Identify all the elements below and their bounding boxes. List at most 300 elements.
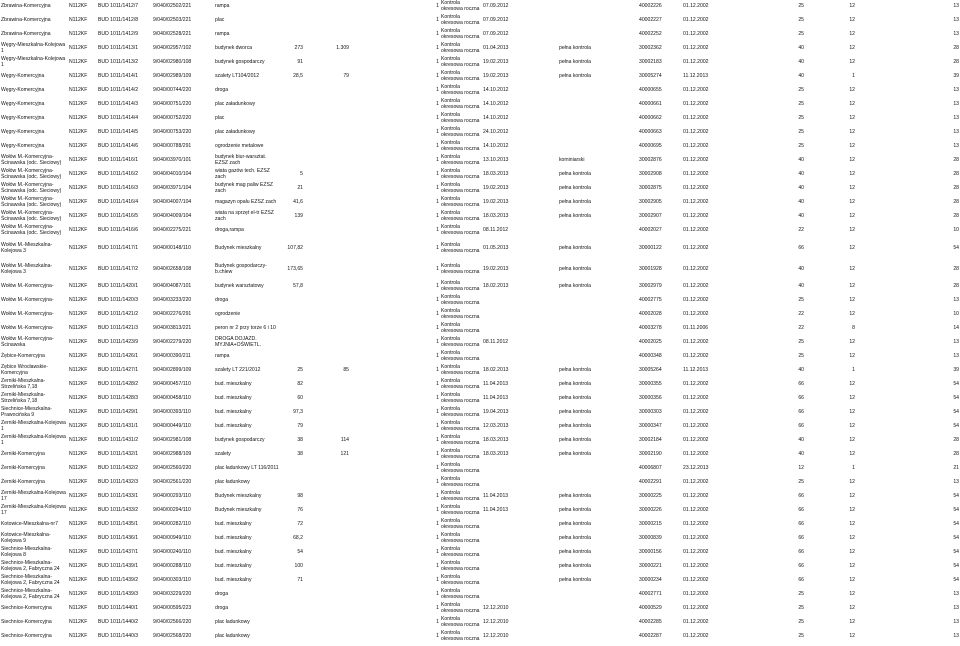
- cell-object-name: droga: [215, 605, 229, 612]
- cell-location: Zbrawina-Komercyjna: [1, 3, 51, 10]
- cell-inspection-type: Kontrola okresowa roczna: [441, 112, 480, 124]
- cell-object-name: bud. mieszkalny: [215, 395, 252, 402]
- cell-area: [280, 602, 304, 616]
- cell-quantity: 1: [436, 465, 439, 472]
- cell-extra: [350, 280, 394, 294]
- cell-object-name: bud. mieszkalny: [215, 409, 252, 416]
- cell-inspection-type: Kontrola okresowa roczna: [441, 602, 480, 614]
- cell-remaining: 54: [953, 507, 959, 514]
- cell-inspection-date: 18.03.2013: [483, 437, 509, 444]
- cell-blank: [526, 406, 558, 420]
- cell-extra: [350, 84, 394, 98]
- cell-area: [280, 336, 304, 350]
- cell-extra: [350, 602, 394, 616]
- cell-volume: [304, 259, 350, 280]
- cell-object-name: bud. mieszkalny: [215, 563, 252, 570]
- cell-quantity: 1: [436, 297, 439, 304]
- cell-quantity: 1: [436, 409, 439, 416]
- cell-months: 12: [849, 521, 855, 528]
- cell-inspection-type: Kontrola okresowa roczna: [441, 224, 480, 236]
- cell-asset-number: 40002226: [639, 3, 662, 10]
- cell-asset-number: 30002908: [639, 171, 662, 178]
- cell-quantity: 1: [436, 507, 439, 514]
- cell-quantity: 1: [436, 563, 439, 570]
- cell-object-name: Budynek mieszkalny: [215, 507, 262, 514]
- cell-bud-number: BUD 1011/1431/2: [98, 437, 139, 444]
- cell-bud-number: BUD 1011/1416/3: [98, 185, 139, 192]
- cell-start-date: 01.12.2002: [683, 437, 709, 444]
- cell-period: 66: [798, 244, 804, 251]
- cell-inspection-scope: [558, 322, 638, 336]
- cell-object-name: bud. mieszkalny: [215, 521, 252, 528]
- cell-area: [280, 630, 304, 644]
- table-row: [0, 42, 960, 56]
- cell-period: 25: [798, 129, 804, 136]
- cell-months: 12: [849, 577, 855, 584]
- cell-period: 66: [798, 409, 804, 416]
- cell-period: 66: [798, 535, 804, 542]
- cell-inventory-number: 9/040/03813/221: [153, 325, 192, 332]
- cell-blank: [526, 224, 558, 238]
- cell-inspection-date: 12.03.2013: [483, 423, 509, 430]
- cell-location: Wołów M.-Komercyjna-Ścinawska (odc. Sieciowy): [1, 182, 62, 194]
- cell-inspection-type: Kontrola okresowa roczna: [441, 560, 480, 572]
- cell-remaining: 28: [953, 451, 959, 458]
- cell-quantity: 1: [436, 619, 439, 626]
- cell-start-date: 01.12.2002: [683, 244, 709, 251]
- cell-object-name: bud. mieszkalny: [215, 381, 252, 388]
- cell-location: Wołów M.-Komercyjna-: [1, 325, 54, 332]
- cell-object-name: plac załadunkowy: [215, 101, 256, 108]
- cell-location: Żerniki-Mieszkalna-Kolejowa 1: [1, 420, 66, 432]
- cell-location: Wołów M.-Komercyjna-: [1, 283, 54, 290]
- cell-months: 12: [849, 3, 855, 10]
- cell-start-date: 01.12.2002: [683, 265, 709, 272]
- cell-location: Węgry-Mieszkalna-Kolejowa 1: [1, 42, 66, 54]
- cell-inventory-number: 9/040/00595/223: [153, 605, 192, 612]
- cell-object-name: szalety LT104/2012: [215, 73, 260, 80]
- cell-inspection-scope: pełna kontrola: [559, 213, 592, 220]
- cell-asset-number: 40000529: [639, 605, 662, 612]
- cell-remaining: 13: [953, 31, 959, 38]
- cell-bud-number: BUD 1011/1416/2: [98, 171, 139, 178]
- cell-object-name: ogrodzenie: [215, 311, 241, 318]
- cell-period: 25: [798, 591, 804, 598]
- cell-inventory-number: 9/040/02528/221: [153, 31, 192, 38]
- cell-inventory-number: 9/040/02560/220: [153, 465, 192, 472]
- cell-inspection-date: 19.02.2013: [483, 73, 509, 80]
- cell-area: [280, 0, 304, 14]
- cell-bud-number: BUD 1011/1440/3: [98, 633, 139, 640]
- cell-blank: [526, 630, 558, 644]
- cell-inspection-type: Kontrola okresowa roczna: [441, 210, 480, 222]
- cell-location: Siechnice-Komercyjna: [1, 605, 52, 612]
- cell-location: Wołów M.-Komercyjna-: [1, 311, 54, 318]
- cell-remaining: 13: [953, 17, 959, 24]
- cell-start-date: 01.12.2002: [683, 619, 709, 626]
- cell-extra: [350, 518, 394, 532]
- cell-period: 66: [798, 381, 804, 388]
- cell-code: N112KF: [69, 59, 88, 66]
- cell-blank: [526, 0, 558, 14]
- cell-blank: [526, 322, 558, 336]
- cell-inspection-scope: pełna kontrola: [559, 381, 592, 388]
- cell-inspection-date: 08.11.2012: [483, 227, 509, 234]
- cell-area: 76: [297, 507, 303, 514]
- cell-quantity: 1: [436, 591, 439, 598]
- cell-extra: [350, 154, 394, 168]
- cell-inspection-date: [482, 308, 526, 322]
- cell-volume: 121: [340, 451, 349, 458]
- cell-blank: [526, 112, 558, 126]
- cell-volume: [304, 196, 350, 210]
- cell-inventory-number: 9/040/02658/108: [153, 265, 192, 272]
- cell-period: 25: [798, 353, 804, 360]
- cell-bud-number: BUD 1011/1414/1: [98, 73, 139, 80]
- cell-remaining: 54: [953, 381, 959, 388]
- cell-quantity: 1: [436, 244, 439, 251]
- table-row: [0, 630, 960, 644]
- cell-inspection-type: Kontrola okresowa roczna: [441, 336, 480, 348]
- cell-location: Wołów M.-Mieszkalna-Kolejowa 3: [1, 262, 53, 275]
- cell-volume: [304, 336, 350, 350]
- cell-quantity: 1: [436, 213, 439, 220]
- cell-start-date: 01.12.2002: [683, 409, 709, 416]
- cell-remaining: 13: [953, 115, 959, 122]
- cell-extra: [350, 238, 394, 259]
- cell-blank: [526, 448, 558, 462]
- cell-remaining: 54: [953, 423, 959, 430]
- cell-inspection-scope: [558, 476, 638, 490]
- cell-extra: [350, 98, 394, 112]
- cell-code: N112KF: [69, 605, 88, 612]
- cell-object-name: budynek dworca: [215, 45, 253, 52]
- cell-area: 21: [297, 185, 303, 192]
- cell-months: 12: [849, 493, 855, 500]
- cell-location: Wołów M.-Komercyjna-Ścinawska (odc. Sieciowy): [1, 168, 62, 180]
- cell-volume: [304, 574, 350, 588]
- cell-extra: [350, 210, 394, 224]
- cell-object-name: budynek mag paliw EZSZ zach: [215, 182, 274, 194]
- cell-remaining: 10: [953, 227, 959, 234]
- cell-inspection-date: 01.05.2013: [483, 244, 509, 251]
- cell-area: [280, 462, 304, 476]
- cell-object-name: rampa: [215, 3, 230, 10]
- table-row: [0, 84, 960, 98]
- cell-inventory-number: 9/040/02279/220: [153, 339, 192, 346]
- cell-start-date: 01.12.2002: [683, 493, 709, 500]
- cell-location: Żerniki-Mieszkalna-Kolejowa 1: [1, 434, 66, 446]
- cell-extra: [350, 196, 394, 210]
- cell-start-date: 01.12.2002: [683, 101, 709, 108]
- cell-inventory-number: 9/040/04009/104: [153, 213, 192, 220]
- cell-months: 12: [849, 619, 855, 626]
- cell-quantity: 1: [436, 115, 439, 122]
- cell-remaining: 13: [953, 619, 959, 626]
- cell-blank: [526, 280, 558, 294]
- cell-start-date: 01.12.2002: [683, 353, 709, 360]
- table-row: [0, 504, 960, 518]
- cell-bud-number: BUD 1011/1413/2: [98, 59, 139, 66]
- cell-period: 25: [798, 101, 804, 108]
- cell-object-name: peron nr 2 przy torze 6 i 10: [215, 325, 276, 332]
- cell-months: 12: [849, 185, 855, 192]
- cell-period: 25: [798, 619, 804, 626]
- cell-start-date: 01.12.2002: [683, 563, 709, 570]
- cell-inventory-number: 9/040/02502/221: [153, 3, 192, 10]
- cell-inventory-number: 9/040/02989/109: [153, 73, 192, 80]
- cell-start-date: 01.12.2002: [683, 535, 709, 542]
- cell-blank: [526, 532, 558, 546]
- cell-extra: [350, 182, 394, 196]
- cell-location: Węgry-Komercyjna: [1, 143, 45, 150]
- cell-start-date: 01.12.2002: [683, 157, 709, 164]
- cell-inspection-type: Kontrola okresowa roczna: [441, 140, 480, 152]
- cell-start-date: 01.12.2002: [683, 227, 709, 234]
- cell-inspection-date: 14.10.2012: [483, 101, 509, 108]
- table-row: [0, 210, 960, 224]
- cell-months: 12: [849, 227, 855, 234]
- cell-inventory-number: 9/040/03970/101: [153, 157, 192, 164]
- cell-inspection-date: 12.12.2010: [483, 605, 509, 612]
- cell-months: 12: [849, 423, 855, 430]
- cell-code: N112KF: [69, 31, 88, 38]
- cell-inspection-date: 07.09.2012: [483, 3, 509, 10]
- cell-bud-number: BUD 1011/1413/1: [98, 45, 139, 52]
- cell-inspection-date: 18.03.2013: [483, 213, 509, 220]
- cell-period: 22: [798, 325, 804, 332]
- cell-extra: [350, 630, 394, 644]
- cell-inspection-scope: pełna kontrola: [559, 283, 592, 290]
- cell-code: N112KF: [69, 73, 88, 80]
- cell-volume: [304, 588, 350, 602]
- cell-start-date: 01.12.2002: [683, 59, 709, 66]
- cell-remaining: 54: [953, 395, 959, 402]
- cell-months: 12: [849, 535, 855, 542]
- cell-start-date: 11.12.2013: [683, 367, 709, 374]
- cell-inspection-type: Kontrola okresowa roczna: [441, 280, 480, 292]
- cell-inspection-date: 12.12.2010: [483, 633, 509, 640]
- cell-code: N112KF: [69, 535, 88, 542]
- cell-volume: [304, 126, 350, 140]
- cell-bud-number: BUD 1011/1414/4: [98, 115, 139, 122]
- cell-quantity: 1: [436, 101, 439, 108]
- cell-inspection-date: 18.03.2013: [483, 451, 509, 458]
- cell-bud-number: BUD 1011/1417/2: [98, 265, 139, 272]
- cell-blank: [526, 308, 558, 322]
- cell-blank: [526, 28, 558, 42]
- cell-inspection-type: Kontrola okresowa roczna: [441, 294, 480, 306]
- cell-quantity: 1: [436, 605, 439, 612]
- cell-inspection-date: [482, 574, 526, 588]
- cell-code: N112KF: [69, 493, 88, 500]
- table-row: [0, 14, 960, 28]
- cell-period: 66: [798, 423, 804, 430]
- cell-bud-number: BUD 1011/1420/1: [98, 283, 139, 290]
- cell-period: 40: [798, 59, 804, 66]
- cell-start-date: 01.12.2002: [683, 395, 709, 402]
- cell-asset-number: 30005264: [639, 367, 662, 374]
- cell-location: Zbrawina-Komercyjna: [1, 17, 51, 24]
- cell-volume: [304, 504, 350, 518]
- cell-volume: [304, 490, 350, 504]
- cell-inventory-number: 9/040/02899/109: [153, 367, 192, 374]
- cell-remaining: 54: [953, 521, 959, 528]
- cell-code: N112KF: [69, 171, 88, 178]
- cell-period: 40: [798, 283, 804, 290]
- cell-volume: [304, 476, 350, 490]
- cell-inspection-scope: pełna kontrola: [559, 437, 592, 444]
- cell-area: 57,8: [293, 283, 303, 290]
- cell-extra: [350, 259, 394, 280]
- cell-area: [280, 322, 304, 336]
- cell-inspection-type: Kontrola okresowa roczna: [441, 84, 480, 96]
- cell-blank: [526, 546, 558, 560]
- cell-quantity: 1: [436, 423, 439, 430]
- cell-asset-number: 40002771: [639, 591, 662, 598]
- cell-location: Kotowice-Mieszkalna-nr7: [1, 521, 58, 528]
- cell-object-name: bud. mieszkalny: [215, 577, 252, 584]
- cell-location: Siechnice-Komercyjna: [1, 619, 52, 626]
- cell-period: 25: [798, 115, 804, 122]
- cell-inspection-scope: [558, 336, 638, 350]
- cell-quantity: 1: [436, 437, 439, 444]
- table-row: [0, 392, 960, 406]
- cell-inspection-scope: [558, 602, 638, 616]
- cell-months: 12: [849, 59, 855, 66]
- cell-code: N112KF: [69, 549, 88, 556]
- table-row: [0, 168, 960, 182]
- cell-blank: [526, 182, 558, 196]
- cell-remaining: 28: [953, 213, 959, 220]
- cell-inspection-type: Kontrola okresowa roczna: [441, 616, 480, 628]
- cell-bud-number: BUD 1011/1439/3: [98, 591, 139, 598]
- cell-volume: [304, 0, 350, 14]
- cell-inventory-number: 9/040/00393/110: [153, 409, 191, 416]
- cell-code: N112KF: [69, 465, 88, 472]
- cell-blank: [526, 70, 558, 84]
- cell-location: Zbrawina-Komercyjna: [1, 31, 51, 38]
- cell-location: Wołów M.-Komercyjna-Ścinawska: [1, 336, 54, 348]
- cell-inspection-type: Kontrola okresowa roczna: [441, 476, 480, 488]
- cell-quantity: 1: [436, 549, 439, 556]
- cell-inspection-scope: pełna kontrola: [559, 423, 592, 430]
- cell-remaining: 13: [953, 353, 959, 360]
- cell-asset-number: 30000347: [639, 423, 662, 430]
- table-row: [0, 154, 960, 168]
- cell-location: Siechnice-Mieszkalna-Kolejowa 2, Fabryczna 24: [1, 574, 60, 586]
- cell-bud-number: BUD 1011/1421/3: [98, 325, 139, 332]
- cell-inspection-type: Kontrola okresowa roczna: [441, 364, 480, 376]
- cell-asset-number: 40002227: [639, 17, 662, 24]
- cell-area: 60: [297, 395, 303, 402]
- cell-asset-number: 40000663: [639, 129, 662, 136]
- cell-months: 12: [849, 101, 855, 108]
- cell-months: 1: [852, 465, 855, 472]
- cell-inventory-number: 9/040/00457/110: [153, 381, 191, 388]
- cell-start-date: 01.12.2002: [683, 423, 709, 430]
- cell-inventory-number: 9/040/04010/104: [153, 171, 192, 178]
- cell-area: 273: [294, 45, 303, 52]
- cell-code: N112KF: [69, 507, 88, 514]
- cell-quantity: 1: [436, 283, 439, 290]
- cell-inspection-date: 01.04.2013: [483, 45, 509, 52]
- cell-area: 91: [297, 59, 303, 66]
- cell-volume: [304, 210, 350, 224]
- cell-location: Węgry-Komercyjna: [1, 87, 45, 94]
- cell-asset-number: 40006807: [639, 465, 662, 472]
- cell-area: 82: [297, 381, 303, 388]
- cell-volume: [304, 392, 350, 406]
- cell-code: N112KF: [69, 591, 88, 598]
- cell-inspection-scope: pełna kontrola: [559, 395, 592, 402]
- cell-inventory-number: 9/040/03229/220: [153, 591, 192, 598]
- cell-inspection-date: [482, 350, 526, 364]
- cell-period: 25: [798, 17, 804, 24]
- cell-area: [280, 154, 304, 168]
- cell-inspection-type: Kontrola okresowa roczna: [441, 518, 480, 530]
- cell-inspection-type: Kontrola okresowa roczna: [441, 434, 480, 446]
- table-row: [0, 98, 960, 112]
- cell-blank: [526, 574, 558, 588]
- cell-inspection-date: 19.02.2013: [483, 185, 509, 192]
- cell-months: 12: [849, 437, 855, 444]
- cell-asset-number: 30000355: [639, 381, 662, 388]
- cell-months: 8: [852, 325, 855, 332]
- cell-inspection-date: 08.11.2012: [483, 339, 509, 346]
- cell-area: 173,65: [287, 265, 303, 272]
- cell-code: N112KF: [69, 227, 88, 234]
- cell-inventory-number: 9/040/02980/108: [153, 59, 192, 66]
- table-row: [0, 574, 960, 588]
- cell-remaining: 39: [953, 367, 959, 374]
- cell-inspection-type: Kontrola okresowa roczna: [441, 196, 480, 208]
- cell-quantity: 1: [436, 31, 439, 38]
- cell-volume: 85: [343, 367, 349, 374]
- cell-quantity: 1: [436, 479, 439, 486]
- cell-start-date: 01.12.2002: [683, 339, 709, 346]
- cell-inspection-type: Kontrola okresowa roczna: [441, 56, 480, 68]
- cell-remaining: 54: [953, 535, 959, 542]
- cell-location: Węgry-Komercyjna: [1, 115, 45, 122]
- cell-inspection-date: 14.10.2012: [483, 115, 509, 122]
- cell-period: 66: [798, 521, 804, 528]
- cell-inspection-date: 07.09.2012: [483, 17, 509, 24]
- cell-code: N112KF: [69, 423, 88, 430]
- cell-months: 12: [849, 549, 855, 556]
- cell-blank: [526, 168, 558, 182]
- cell-location: Siechnice-Mieszkalna-Prawocińska 9: [1, 406, 52, 418]
- cell-inspection-type: Kontrola okresowa roczna: [441, 241, 480, 254]
- cell-extra: [350, 168, 394, 182]
- cell-blank: [526, 210, 558, 224]
- cell-inspection-type: Kontrola okresowa roczna: [441, 42, 480, 54]
- table-row: [0, 532, 960, 546]
- cell-asset-number: 40003278: [639, 325, 662, 332]
- cell-asset-number: 40002285: [639, 619, 662, 626]
- cell-quantity: 1: [436, 535, 439, 542]
- table-row: [0, 322, 960, 336]
- cell-bud-number: BUD 1011/1437/1: [98, 549, 139, 556]
- cell-object-name: budynek biur-warsztat. EZSZ zach: [215, 154, 267, 166]
- cell-start-date: 01.12.2002: [683, 199, 709, 206]
- cell-blank: [526, 504, 558, 518]
- cell-quantity: 1: [436, 493, 439, 500]
- cell-asset-number: 30000234: [639, 577, 662, 584]
- cell-location: Żerniki-Mieszkalna-Kolejowa 17: [1, 504, 66, 516]
- cell-location: Żębice Wrocławskie-Komercyjna: [1, 364, 48, 376]
- cell-bud-number: BUD 1011/1440/2: [98, 619, 139, 626]
